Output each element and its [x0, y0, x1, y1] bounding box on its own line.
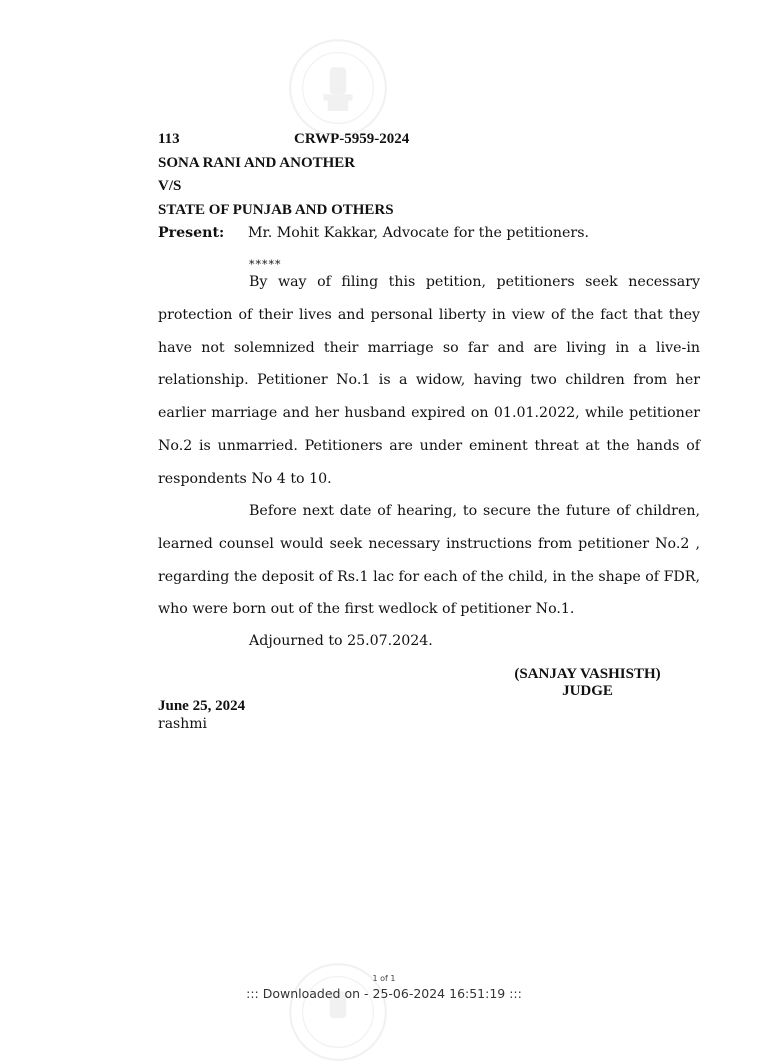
versus-label: V/S [158, 178, 182, 194]
order-date: June 25, 2024 [158, 698, 246, 714]
signature-block [500, 666, 675, 700]
separator-stars: ***** [249, 258, 282, 271]
court-emblem-watermark-icon [286, 36, 390, 140]
judge-name: (SANJAY VASHISTH) [514, 666, 661, 682]
judge-designation: JUDGE [562, 683, 613, 699]
case-number: CRWP-5959-2024 [294, 131, 410, 147]
petitioner-name: SONA RANI AND ANOTHER [158, 155, 356, 171]
order-paragraph-1: By way of filing this petition, petitioners seek necessary protection of their lives and personal liberty in view of the fact that they have not solemnized their marriage so far and are living in a live-in relationship. Petitioner No.1 is a widow, having two children from her earlier marriage and her husband expired on 01.01.2022, while petitioner No.2 is unmarried. Petitioners are under eminent threat at the hands of respondents No 4 to 10. [158, 274, 700, 487]
adjourned-line: Adjourned to 25.07.2024. [249, 633, 433, 649]
respondent-name: STATE OF PUNJAB AND OTHERS [158, 202, 394, 218]
present-label: Present: [158, 225, 225, 241]
page-counter: 1 of 1 [372, 974, 396, 983]
order-paragraph-2: Before next date of hearing, to secure the future of children, learned counsel would seek necessary instructions from petitioner No.2 , regarding the deposit of Rs.1 lac for each of the child, in the shape of FDR, who were born out of the first wedlock of petitioner No.1. [158, 503, 700, 618]
item-number: 113 [158, 131, 180, 147]
typist-name: rashmi [158, 716, 207, 732]
download-stamp: ::: Downloaded on - 25-06-2024 16:51:19 ::: [246, 986, 522, 1001]
present-text: Mr. Mohit Kakkar, Advocate for the petitioners. [248, 225, 590, 241]
